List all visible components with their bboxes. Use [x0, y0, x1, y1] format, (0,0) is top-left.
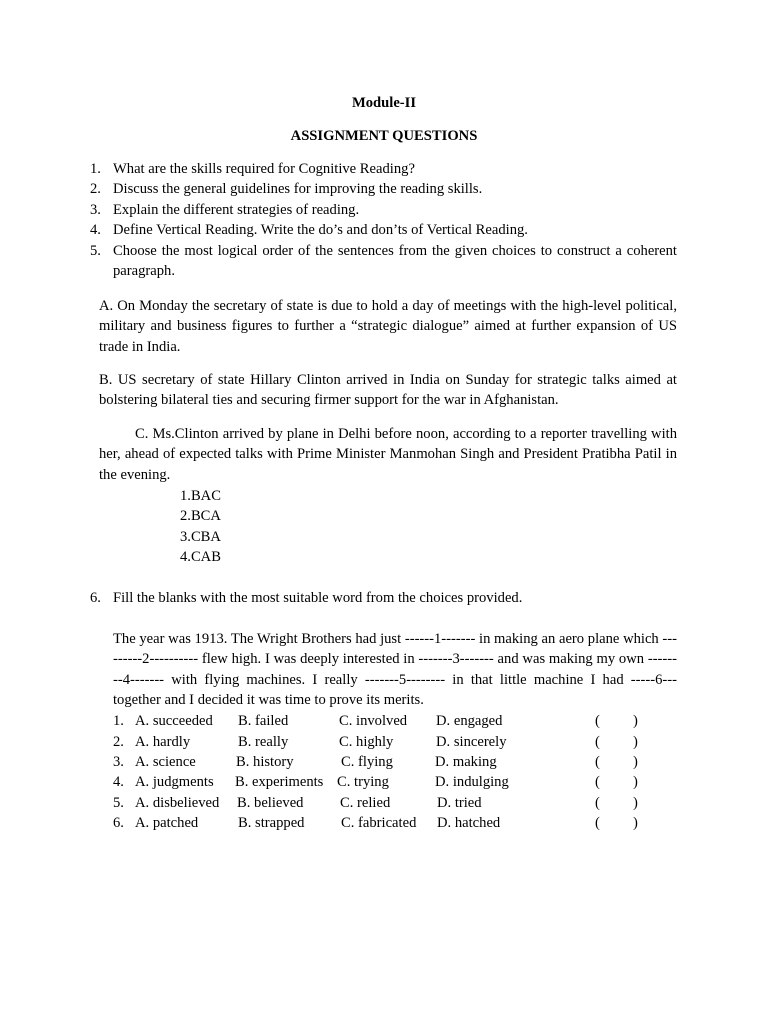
option-a: A. succeeded	[135, 713, 213, 729]
answer-open-paren: (	[595, 734, 600, 750]
option-row-5	[113, 793, 653, 813]
option-a: A. science	[135, 754, 196, 770]
question-number: 3.	[90, 202, 101, 218]
option-a: A. judgments	[135, 774, 214, 790]
answer-close-paren: )	[633, 754, 638, 770]
option-a: A. hardly	[135, 734, 191, 750]
question-text: What are the skills required for Cognitive Reading?	[113, 161, 415, 177]
option-d: D. indulging	[435, 774, 509, 790]
option-c: C. highly	[339, 734, 394, 750]
question-text: Fill the blanks with the most suitable word from the choices provided.	[113, 590, 523, 606]
option-d: D. hatched	[437, 815, 501, 831]
order-choice-2: 2.BCA	[180, 508, 221, 524]
option-row-3	[113, 752, 653, 772]
order-choice-4: 4.CAB	[180, 549, 221, 565]
option-b: B. experiments	[235, 774, 324, 790]
option-a: A. patched	[135, 815, 199, 831]
question-text: Discuss the general guidelines for improving the reading skills.	[113, 181, 483, 197]
question-number: 1.	[90, 161, 101, 177]
option-c: C. involved	[339, 713, 408, 729]
option-row-4	[113, 772, 653, 792]
option-row-1	[113, 711, 653, 731]
option-number: 2.	[113, 734, 124, 750]
option-row-2	[113, 732, 653, 752]
answer-open-paren: (	[595, 815, 600, 831]
option-number: 4.	[113, 774, 124, 790]
answer-close-paren: )	[633, 713, 638, 729]
answer-close-paren: )	[633, 734, 638, 750]
option-d: D. engaged	[436, 713, 503, 729]
answer-close-paren: )	[633, 815, 638, 831]
answer-close-paren: )	[633, 795, 638, 811]
option-c: C. flying	[341, 754, 393, 770]
question-number: 2.	[90, 181, 101, 197]
question-text: Define Vertical Reading. Write the do’s and don’ts of Vertical Reading.	[113, 222, 528, 238]
option-c: C. fabricated	[341, 815, 417, 831]
option-c: C. relied	[340, 795, 391, 811]
answer-open-paren: (	[595, 754, 600, 770]
order-choice-1: 1.BAC	[180, 488, 221, 504]
option-number: 3.	[113, 754, 124, 770]
option-d: D. sincerely	[436, 734, 507, 750]
question-number: 5.	[90, 243, 101, 259]
option-d: D. making	[435, 754, 497, 770]
option-b: B. really	[238, 734, 289, 750]
module-title: Module-II	[351, 95, 417, 111]
option-b: B. history	[236, 754, 294, 770]
question-number: 6.	[90, 590, 101, 606]
fill-passage: The year was 1913. The Wright Brothers had just ------1------- in making an aero plane which ---------2---------- flew high. I was deeply interested in -------3------- and was making my own --------4------- with flying machines. I really -------5-------- in that little machine I had -----6--- together and I decided it was time to prove its merits.	[113, 631, 677, 709]
option-d: D. tried	[437, 795, 482, 811]
question-text: Explain the different strategies of reading.	[113, 202, 360, 218]
question-text: Choose the most logical order of the sentences from the given choices to construct a coherent paragraph.	[113, 243, 677, 280]
sentence-a: A. On Monday the secretary of state is due to hold a day of meetings with the high-level political, military and business figures to further a “strategic dialogue” aimed at further expansion of US trade in India.	[99, 298, 677, 355]
sentence-b: B. US secretary of state Hillary Clinton arrived in India on Sunday for strategic talks aimed at bolstering bilateral ties and securing firmer support for the war in Afghanistan.	[99, 372, 677, 409]
answer-open-paren: (	[595, 713, 600, 729]
option-row-6	[113, 813, 653, 833]
assignment-heading: ASSIGNMENT QUESTIONS	[290, 128, 478, 144]
answer-close-paren: )	[633, 774, 638, 790]
answer-open-paren: (	[595, 774, 600, 790]
answer-open-paren: (	[595, 795, 600, 811]
option-number: 1.	[113, 713, 124, 729]
order-choice-3: 3.CBA	[180, 529, 221, 545]
option-c: C. trying	[337, 774, 389, 790]
option-a: A. disbelieved	[135, 795, 220, 811]
question-number: 4.	[90, 222, 101, 238]
option-number: 5.	[113, 795, 124, 811]
option-b: B. failed	[238, 713, 289, 729]
sentence-c: C. Ms.Clinton arrived by plane in Delhi before noon, according to a reporter travelling with her, ahead of expected talks with Prime Minister Manmohan Singh and President Pratibha Patil in the evening.	[99, 426, 677, 483]
option-b: B. believed	[237, 795, 304, 811]
option-number: 6.	[113, 815, 124, 831]
option-b: B. strapped	[238, 815, 305, 831]
